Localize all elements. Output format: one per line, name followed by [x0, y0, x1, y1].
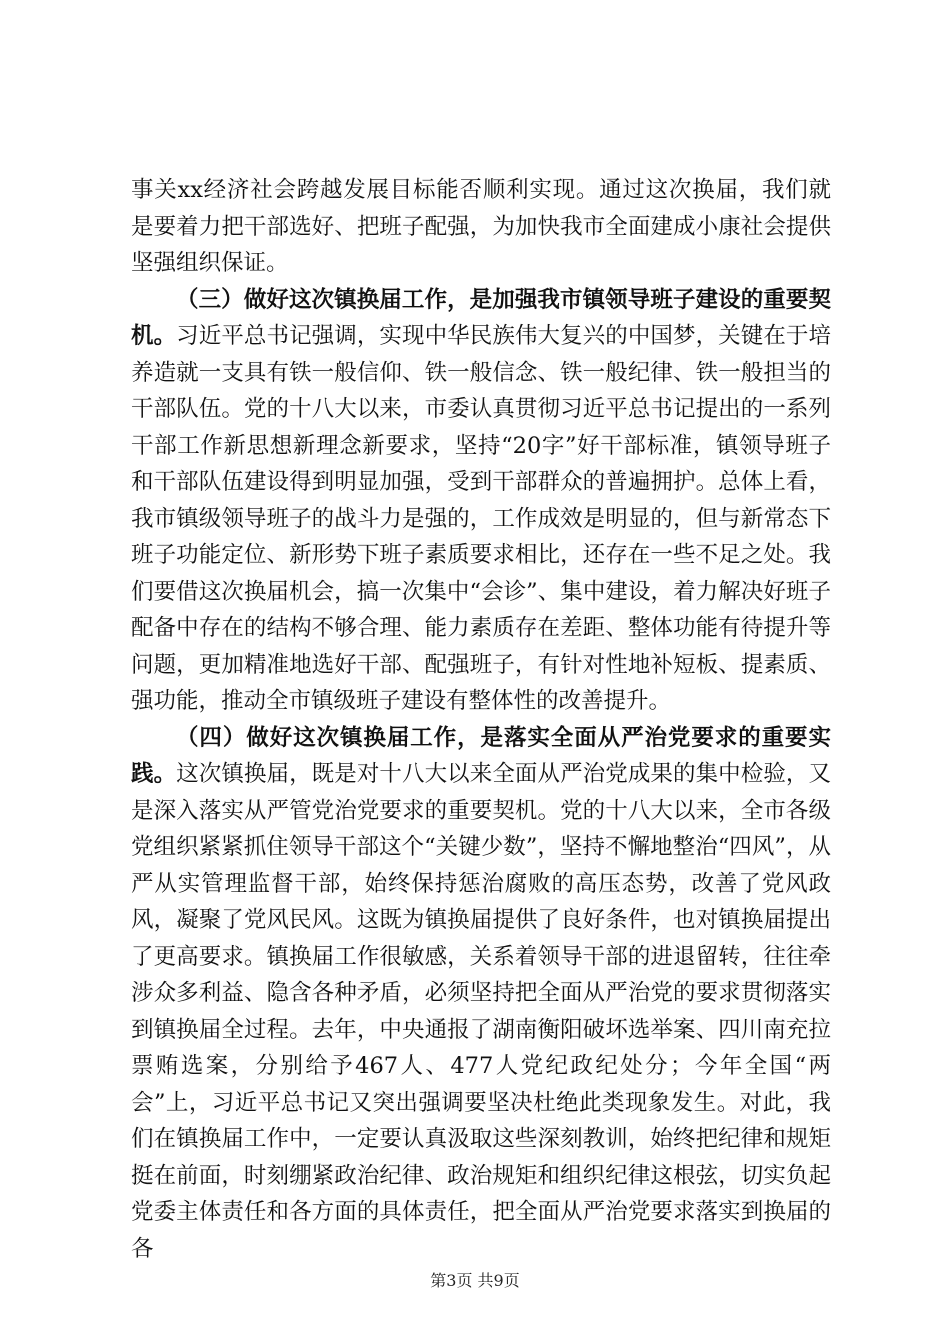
paragraph-text: 事关xx经济社会跨越发展目标能否顺利实现。通过这次换届，我们就是要着力把干部选好、把班子配强，为加快我市全面建成小康社会提供坚强组织保证。	[131, 177, 831, 276]
page-number-label: 第3页 共9页	[430, 1271, 520, 1290]
paragraph-continuation	[131, 172, 831, 282]
paragraph-heading: （三）做好这次镇换届工作，是加强我市镇领导班子建设的重要契机。	[131, 286, 831, 349]
paragraph-text: 习近平总书记强调，实现中华民族伟大复兴的中国梦，关键在于培养造就一支具有铁一般信仰、铁一般信念、铁一般纪律、铁一般担当的干部队伍。党的十八大以来，市委认真贯彻习近平总书记提出的一系列干部工作新思想新理念新要求，坚持“20字”好干部标准，镇领导班子和干部队伍建设得到明显加强，受到干部群众的普遍拥护。总体上看，我市镇级领导班子的战斗力是强的，工作成效是明显的，但与新常态下班子功能定位、新形势下班子素质要求相比，还存在一些不足之处。我们要借这次换届机会，搞一次集中“会诊”、集中建设，着力解决好班子配备中存在的结构不够合理、能力素质存在差距、整体功能有待提升等问题，更加精准地选好干部、配强班子，有针对性地补短板、提素质、强功能，推动全市镇级班子建设有整体性的改善提升。	[131, 323, 831, 714]
page-footer	[0, 1271, 950, 1291]
paragraph-section-four	[131, 720, 831, 1268]
document-body	[131, 172, 831, 1267]
paragraph-heading: （四）做好这次镇换届工作，是落实全面从严治党要求的重要实践。	[131, 724, 831, 787]
paragraph-text: 这次镇换届，既是对十八大以来全面从严治党成果的集中检验，又是深入落实从严管党治党要求的重要契机。党的十八大以来，全市各级党组织紧紧抓住领导干部这个“关键少数”，坚持不懈地整治“四风”，从严从实管理监督干部，始终保持惩治腐败的高压态势，改善了党风政风，凝聚了党风民风。这既为镇换届提供了良好条件，也对镇换届提出了更高要求。镇换届工作很敏感，关系着领导干部的进退留转，往往牵涉众多利益、隐含各种矛盾，必须坚持把全面从严治党的要求贯彻落实到镇换届全过程。去年，中央通报了湖南衡阳破坏选举案、四川南充拉票贿选案，分别给予467人、477人党纪政纪处分；今年全国“两会”上，习近平总书记又突出强调要坚决杜绝此类现象发生。对此，我们在镇换届工作中，一定要认真汲取这些深刻教训，始终把纪律和规矩挺在前面，时刻绷紧政治纪律、政治规矩和组织纪律这根弦，切实负起党委主体责任和各方面的具体责任，把全面从严治党要求落实到换届的各	[131, 761, 831, 1262]
paragraph-section-three	[131, 282, 831, 720]
